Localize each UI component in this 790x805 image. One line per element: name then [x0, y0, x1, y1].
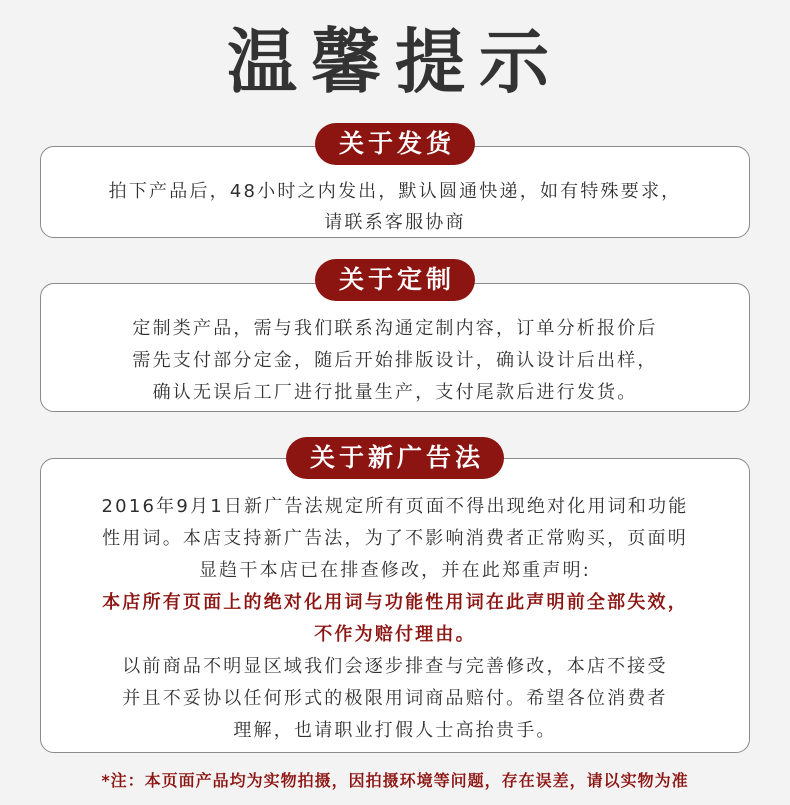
custom-text-line-3: 确认无误后工厂进行批量生产，支付尾款后进行发货。: [152, 382, 638, 403]
ad-law-closing-line-3: 理解，也请职业打假人士高抬贵手。: [233, 720, 557, 741]
custom-order-heading-badge: 关于定制: [315, 259, 475, 301]
ad-law-heading-badge: 关于新广告法: [286, 437, 504, 479]
ad-law-closing-line-1: 以前商品不明显区域我们会逐步排查与完善修改，本店不接受: [122, 656, 668, 677]
disclaimer-footnote: *注：本页面产品均为实物拍摄，因拍摄环境等问题，存在误差，请以实物为准: [101, 771, 689, 790]
ad-law-text-line-2: 性用词。本店支持新广告法，为了不影响消费者正常购买，页面明: [102, 528, 688, 549]
shipping-text-line-1: 拍下产品后，48小时之内发出，默认圆通快递，如有特殊要求，: [108, 181, 682, 202]
shipping-text-line-2: 请联系客服协商: [324, 212, 466, 233]
ad-law-text-line-1: 2016年9月1日新广告法规定所有页面不得出现绝对化用词和功能: [101, 496, 689, 517]
ad-law-highlight-line-1: 本店所有页面上的绝对化用词与功能性用词在此声明前全部失效，: [102, 592, 688, 613]
ad-law-closing-line-2: 并且不妥协以任何形式的极限用词商品赔付。希望各位消费者: [122, 688, 668, 709]
page-title: 温馨提示: [227, 21, 563, 103]
shipping-heading-badge: 关于发货: [315, 123, 475, 165]
custom-text-line-1: 定制类产品，需与我们联系沟通定制内容，订单分析报价后: [132, 318, 658, 339]
ad-law-notice-box: [40, 458, 750, 753]
custom-text-line-2: 需先支付部分定金，随后开始排版设计，确认设计后出样，: [132, 350, 658, 371]
ad-law-text-line-3: 显趋干本店已在排查修改，并在此郑重声明:: [198, 560, 592, 581]
ad-law-highlight-line-2: 不作为赔付理由。: [314, 624, 476, 645]
custom-order-notice-box: [40, 283, 750, 412]
